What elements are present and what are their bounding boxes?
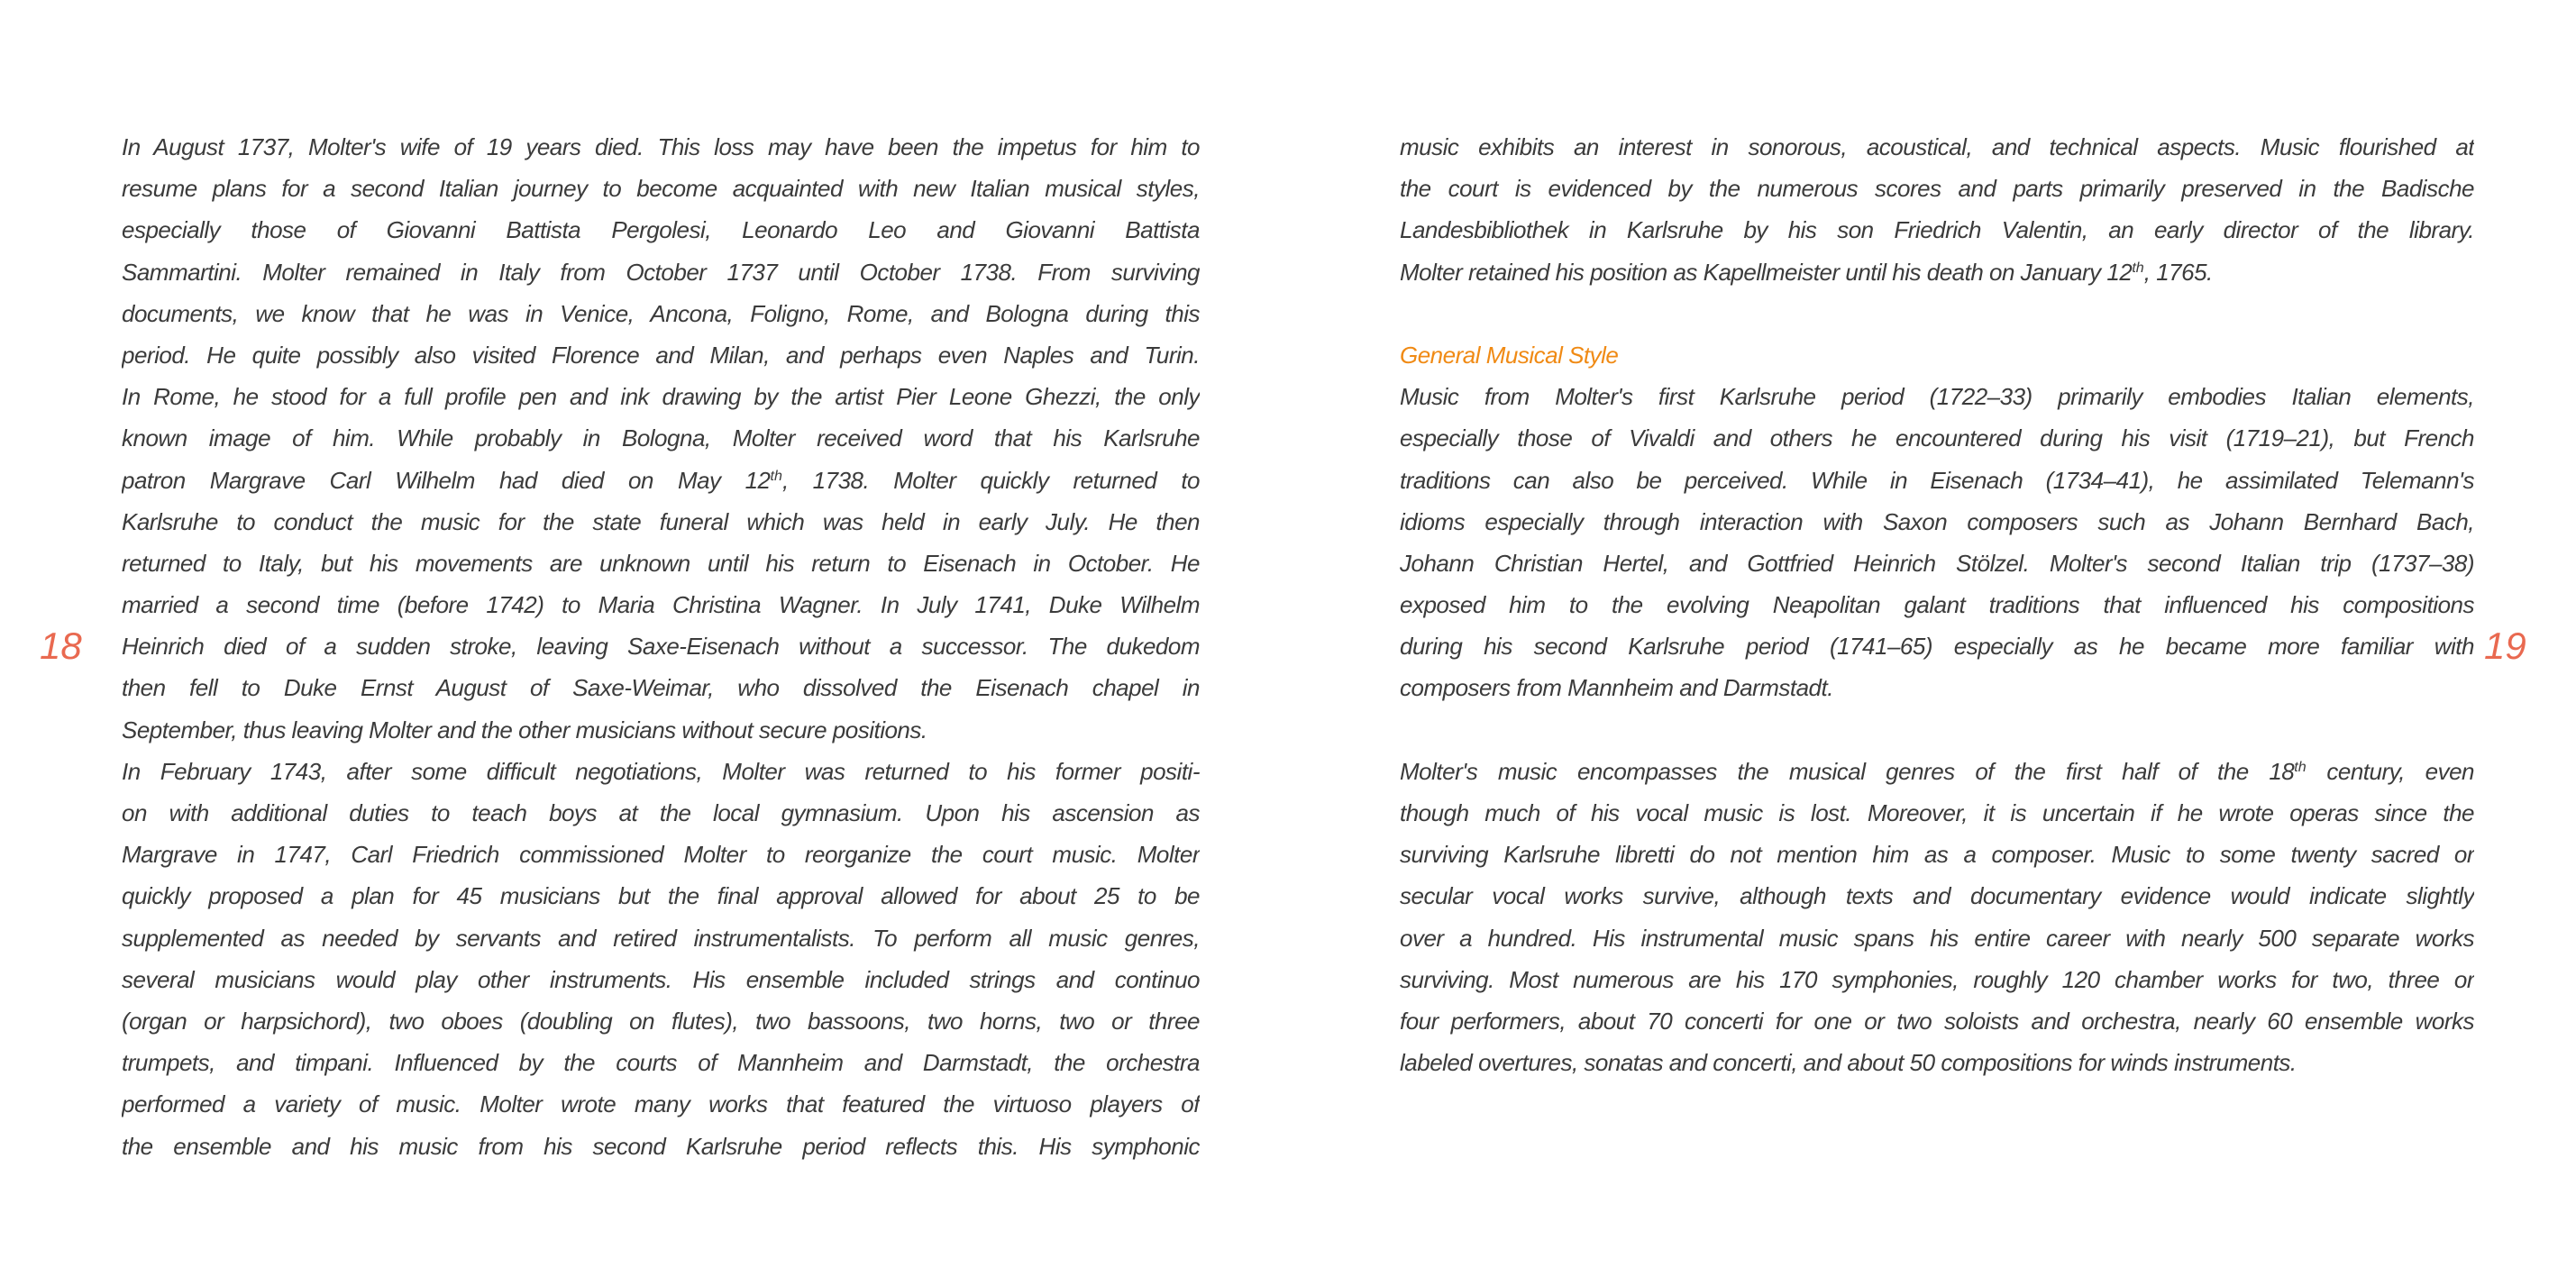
text-line: the court is evidenced by the numerous scores and parts primarily preserved in the Badische xyxy=(1400,175,2474,203)
text-line: quickly proposed a plan for 45 musicians but the final approval allowed for about 25 to be xyxy=(122,882,1200,910)
text-line: secular vocal works survive, although texts and documentary evidence would indicate slightly xyxy=(1400,882,2474,910)
text-line: patron Margrave Carl Wilhelm had died on May 12th, 1738. Molter quickly returned to xyxy=(122,466,1200,494)
text-line: Landesbibliothek in Karlsruhe by his son Friedrich Valentin, an early director of the library. xyxy=(1400,216,2474,244)
text-line: Margrave in 1747, Carl Friedrich commissioned Molter to reorganize the court music. Molter xyxy=(122,841,1200,869)
text-line: especially those of Vivaldi and others he encountered during his visit (1719–21), but French xyxy=(1400,424,2474,452)
text-line: Music from Molter's first Karlsruhe period (1722–33) primarily embodies Italian elements, xyxy=(1400,383,2474,411)
text-line: (organ or harpsichord), two oboes (doubling on flutes), two bassoons, two horns, two or three xyxy=(122,1007,1200,1035)
text-line: married a second time (before 1742) to Maria Christina Wagner. In July 1741, Duke Wilhelm xyxy=(122,591,1200,619)
text-line: surviving. Most numerous are his 170 symphonies, roughly 120 chamber works for two, three or xyxy=(1400,965,2474,993)
text-line: supplemented as needed by servants and retired instrumentalists. To perform all music genres, xyxy=(122,924,1200,952)
text-line: four performers, about 70 concerti for one or two soloists and orchestra, nearly 60 ensemble works xyxy=(1400,1007,2474,1035)
text-line: Karlsruhe to conduct the music for the state funeral which was held in early July. He then xyxy=(122,507,1200,535)
page-number-right: 19 xyxy=(2484,625,2526,667)
text-line: Molter retained his position as Kapellmeister until his death on January 12th, 1765. xyxy=(1400,258,2213,286)
text-line: Heinrich died of a sudden stroke, leaving Saxe-Eisenach without a successor. The dukedom xyxy=(122,633,1200,661)
paragraph-spacer xyxy=(1400,709,2474,751)
text-line: labeled overtures, sonatas and concerti, and about 50 compositions for winds instruments. xyxy=(1400,1049,2297,1077)
right-column-text xyxy=(1400,126,2474,1083)
left-column-text xyxy=(122,126,1200,1167)
text-line: Molter's music encompasses the musical genres of the first half of the 18th century, even xyxy=(1400,757,2474,785)
text-line: Sammartini. Molter remained in Italy from October 1737 until October 1738. From surviving xyxy=(122,258,1200,286)
text-line: exposed him to the evolving Neapolitan galant traditions that influenced his compositions xyxy=(1400,591,2474,619)
text-line: period. He quite possibly also visited Florence and Milan, and perhaps even Naples and Turin. xyxy=(122,341,1200,369)
text-line: In Rome, he stood for a full profile pen and ink drawing by the artist Pier Leone Ghezzi, the only xyxy=(122,383,1200,411)
text-line: Johann Christian Hertel, and Gottfried Heinrich Stölzel. Molter's second Italian trip (1737–38) xyxy=(1400,549,2474,577)
text-line: returned to Italy, but his movements are unknown until his return to Eisenach in October. He xyxy=(122,549,1200,577)
text-line: resume plans for a second Italian journey to become acquainted with new Italian musical styles, xyxy=(122,175,1200,203)
text-line: documents, we know that he was in Venice, Ancona, Foligno, Rome, and Bologna during this xyxy=(122,299,1200,327)
text-line: especially those of Giovanni Battista Pergolesi, Leonardo Leo and Giovanni Battista xyxy=(122,216,1200,244)
text-line: composers from Mannheim and Darmstadt. xyxy=(1400,674,1833,702)
text-line: over a hundred. His instrumental music spans his entire career with nearly 500 separate works xyxy=(1400,924,2474,952)
text-line: though much of his vocal music is lost. Moreover, it is uncertain if he wrote operas since the xyxy=(1400,799,2474,826)
text-line: idioms especially through interaction with Saxon composers such as Johann Bernhard Bach, xyxy=(1400,507,2474,535)
text-line: several musicians would play other instruments. His ensemble included strings and continuo xyxy=(122,965,1200,993)
text-line: In February 1743, after some difficult negotiations, Molter was returned to his former positi- xyxy=(122,757,1200,785)
text-line: on with additional duties to teach boys at the local gymnasium. Upon his ascension as xyxy=(122,799,1200,826)
text-line: then fell to Duke Ernst August of Saxe-Weimar, who dissolved the Eisenach chapel in xyxy=(122,674,1200,702)
text-line: the ensemble and his music from his second Karlsruhe period reflects this. His symphonic xyxy=(122,1132,1200,1160)
text-line: In August 1737, Molter's wife of 19 years died. This loss may have been the impetus for him to xyxy=(122,133,1200,160)
text-line: known image of him. While probably in Bologna, Molter received word that his Karlsruhe xyxy=(122,424,1200,452)
section-heading: General Musical Style xyxy=(1400,341,1619,369)
text-line: trumpets, and timpani. Influenced by the courts of Mannheim and Darmstadt, the orchestra xyxy=(122,1049,1200,1077)
text-line: during his second Karlsruhe period (1741–65) especially as he became more familiar with xyxy=(1400,633,2474,661)
text-line: September, thus leaving Molter and the other musicians without secure positions. xyxy=(122,716,927,743)
page-number-left: 18 xyxy=(40,625,82,667)
text-line: traditions can also be perceived. While in Eisenach (1734–41), he assimilated Telemann's xyxy=(1400,466,2474,494)
paragraph-spacer xyxy=(1400,293,2474,334)
text-line: performed a variety of music. Molter wrote many works that featured the virtuoso players of xyxy=(122,1090,1200,1118)
text-line: music exhibits an interest in sonorous, acoustical, and technical aspects. Music flourished at xyxy=(1400,133,2474,160)
text-line: surviving Karlsruhe libretti do not mention him as a composer. Music to some twenty sacred or xyxy=(1400,841,2474,869)
